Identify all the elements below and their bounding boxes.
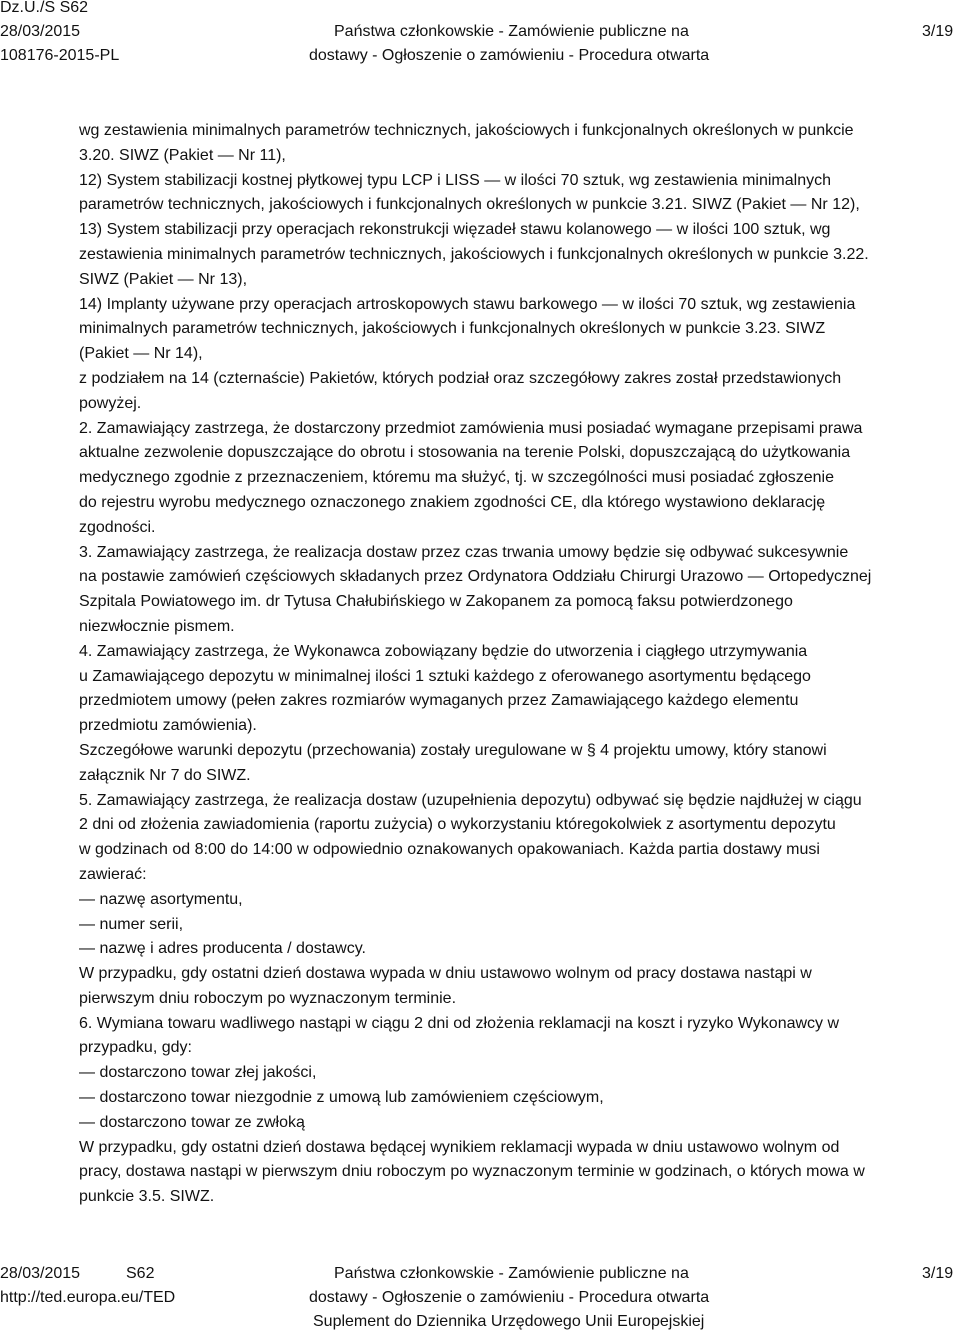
text-line: pracy, dostawa nastąpi w pierwszym dniu roboczym po wyznaczonym terminie w godzinach, o których mowa w	[79, 1163, 865, 1181]
text-line: niezwłocznie pismem.	[79, 617, 235, 635]
footer-page-number: 3/19	[922, 1265, 954, 1282]
text-line: 14) Implanty używane przy operacjach artroskopowych stawu barkowego — w ilości 70 sztuk, wg zestawienia	[79, 295, 856, 313]
text-line: 13) System stabilizacji przy operacjach rekonstrukcji więzadeł stawu kolanowego — w ilości 100 sztuk, wg	[79, 221, 831, 239]
text-line: zgodności.	[79, 518, 156, 536]
header-date: 28/03/2015	[0, 23, 81, 40]
footer-title-line-2: dostawy - Ogłoszenie o zamówieniu - Procedura otwarta	[309, 1289, 710, 1306]
text-line: Szczegółowe warunki depozytu (przechowania) zostały uregulowane w § 4 projektu umowy, który stanowi	[79, 741, 827, 759]
text-line: załącznik Nr 7 do SIWZ.	[79, 766, 251, 784]
text-line: 5. Zamawiający zastrzega, że realizacja dostaw (uzupełnienia depozytu) odbywać się będzie najdłużej w ciągu	[79, 791, 862, 809]
page-footer	[0, 1262, 960, 1334]
text-line: Szpitala Powiatowego im. dr Tytusa Chałubińskiego w Zakopanem za pomocą faksu potwierdzonego	[79, 593, 793, 611]
footer-supplement: Suplement do Dziennika Urzędowego Unii Europejskiej	[313, 1313, 705, 1330]
text-line: — nazwę asortymentu,	[79, 890, 243, 908]
text-line: punkcie 3.5. SIWZ.	[79, 1188, 215, 1206]
text-line: przedmiotu zamówienia).	[79, 717, 257, 735]
journal-ref: Dz.U./S S62	[0, 0, 89, 16]
text-line: 12) System stabilizacji kostnej płytkowej typu LCP i LISS — w ilości 70 sztuk, wg zestawienia minimalnych	[79, 171, 831, 189]
text-line: — nazwę i adres producenta / dostawcy.	[79, 940, 366, 958]
text-line: w godzinach od 8:00 do 14:00 w odpowiednio oznakowanych opakowaniach. Każda partia dostawy musi	[79, 841, 820, 859]
text-line: na postawie zamówień częściowych składanych przez Ordynatora Oddziału Chirurgi Urazowo — Ortopedycznej	[79, 568, 872, 586]
text-line: przypadku, gdy:	[79, 1039, 192, 1057]
text-line: powyżej.	[79, 394, 142, 412]
text-line: W przypadku, gdy ostatni dzień dostawa wypada w dniu ustawowo wolnym od pracy dostawa nastąpi w	[79, 965, 812, 983]
text-line: 3.20. SIWZ (Pakiet — Nr 11),	[79, 146, 286, 164]
text-line: 2 dni od złożenia zawiadomienia (raportu zużycia) o wykorzystaniu któregokolwiek z asortymentu depozytu	[79, 816, 836, 834]
text-line: 6. Wymiana towaru wadliwego nastąpi w ciągu 2 dni od złożenia reklamacji na koszt i ryzyko Wykonawcy w	[79, 1014, 840, 1032]
text-line: do rejestru wyrobu medycznego oznaczonego znakiem zgodności CE, dla którego wystawiono deklarację	[79, 493, 826, 511]
text-line: przedmiotem umowy (pełen zakres rozmiarów wymaganych przez Zamawiającego każdego elementu	[79, 692, 799, 710]
text-line: z podziałem na 14 (czternaście) Pakietów, których podział oraz szczegółowy zakres został przedstawionych	[79, 369, 842, 387]
text-line: (Pakiet — Nr 14),	[79, 345, 203, 363]
text-line: zawierać:	[79, 865, 147, 883]
page-header	[0, 0, 960, 80]
footer-url: http://ted.europa.eu/TED	[0, 1289, 176, 1306]
footer-date: 28/03/2015	[0, 1265, 81, 1282]
text-line: — dostarczono towar ze zwłoką	[79, 1113, 305, 1131]
text-line: — dostarczono towar złej jakości,	[79, 1064, 317, 1082]
text-line: W przypadku, gdy ostatni dzień dostawa będącej wynikiem reklamacji wypada w dniu ustawowo wolnym od	[79, 1138, 840, 1156]
notice-number: 108176-2015-PL	[0, 47, 120, 64]
text-line: zestawienia minimalnych parametrów technicznych, jakościowych i funkcjonalnych określonych w punkcie 3.22.	[79, 245, 869, 263]
text-line: 3. Zamawiający zastrzega, że realizacja dostaw przez czas trwania umowy będzie się odbywać sukcesywnie	[79, 543, 849, 561]
text-line: u Zamawiającego depozytu w minimalnej ilości 1 sztuki każdego z oferowanego asortymentu będącego	[79, 667, 811, 685]
text-line: medycznego zgodnie z przeznaczeniem, któremu ma służyć, tj. w szczególności musi posiadać zgłoszenie	[79, 469, 835, 487]
text-line: pierwszym dniu roboczym po wyznaczonym terminie.	[79, 989, 457, 1007]
document-body	[79, 119, 949, 1210]
text-line: aktualne zezwolenie dopuszczające do obrotu i stosowania na terenie Polski, dopuszczającą do użytkowania	[79, 444, 851, 462]
text-line: 4. Zamawiający zastrzega, że Wykonawca zobowiązany będzie do utworzenia i ciągłego utrzymywania	[79, 642, 808, 660]
header-page-number: 3/19	[922, 23, 954, 40]
text-line: parametrów technicznych, jakościowych i funkcjonalnych określonych w punkcie 3.21. SIWZ (Pakiet — Nr 12),	[79, 196, 860, 214]
text-line: minimalnych parametrów technicznych, jakościowych i funkcjonalnych określonych w punkcie 3.23. SIWZ	[79, 320, 826, 338]
header-title-line-2: dostawy - Ogłoszenie o zamówieniu - Procedura otwarta	[309, 47, 710, 64]
text-line: — dostarczono towar niezgodnie z umową lub zamówieniem częściowym,	[79, 1089, 604, 1107]
text-line: — numer serii,	[79, 915, 184, 933]
text-line: 2. Zamawiający zastrzega, że dostarczony przedmiot zamówienia musi posiadać wymagane przepisami prawa	[79, 419, 863, 437]
text-line: wg zestawienia minimalnych parametrów technicznych, jakościowych i funkcjonalnych określonych w punkcie	[79, 122, 854, 139]
header-title-line-1: Państwa członkowskie - Zamówienie publiczne na	[334, 23, 689, 40]
footer-title-line-1: Państwa członkowskie - Zamówienie publiczne na	[334, 1265, 689, 1282]
text-line: SIWZ (Pakiet — Nr 13),	[79, 270, 248, 288]
footer-series: S62	[126, 1265, 155, 1282]
